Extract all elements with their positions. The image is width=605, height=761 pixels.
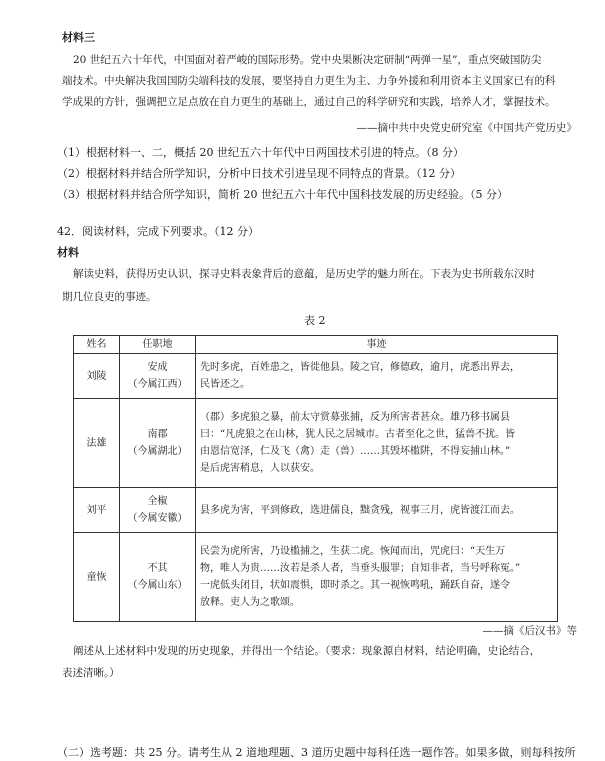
place-note: （今属安徽） [127,513,188,524]
deed-line: （郡）多虎狼之暴，前太守赏募张捕，反为所害者甚众。雄乃移书属县 [200,412,510,423]
table-source: ——摘《后汉书》等 [482,625,577,637]
row-place [120,354,196,399]
row-place [120,533,196,622]
row-deeds [196,354,558,399]
header-place: 任职地 [120,336,196,354]
place-name: 南郡 [147,429,168,440]
place-note: （今属湖北） [127,446,188,457]
row-deeds [196,488,558,533]
row-name: 童恢 [74,533,120,622]
row-place [120,488,196,533]
row-deeds [196,399,558,488]
place-name: 不其 [147,563,168,574]
row-deeds [196,533,558,622]
deed-line: 由恩信宽泽，仁及飞（禽）走（兽）……其毁坏槛阱，不得妄捕山林。” [200,446,511,457]
elective-instructions: （二）选考题：共 25 分。请考生从 2 道地理题、3 道历史题中每科任选一题作答。如果多做，则每科按所 [57,746,576,759]
deed-line: 一虎低头闭目，状如震惧，即时杀之。其一视恢鸣吼，踊跃自奋，遂令 [200,580,510,591]
deed-line: 曰：“凡虎狼之在山林，犹人民之居城市。古者至化之世，猛兽不扰。皆 [200,429,516,440]
question-42-title: 42．阅读材料，完成下列要求。（12 分） [57,225,259,238]
place-name: 安成 [147,362,168,373]
table-row [74,354,558,399]
deed-line: 是后虎害稍息，人以获安。 [200,463,320,474]
row-name: 刘陵 [74,354,120,399]
question-41-part-1: （1）根据材料一、二，概括 20 世纪五六十年代中日两国技术引进的特点。（8 分） [57,146,464,159]
deed-line: 先时多虎，百姓患之，皆徙他县。陵之官，修德政，逾月，虎悉出界去， [200,362,520,373]
table-row [74,533,558,622]
task-line-1: 阐述从上述材料中发现的历史现象，并得出一个结论。（要求：现象源自材料，结论明确，史论结合， [73,645,541,657]
material-3-block [62,71,556,113]
material-3-line-1: 20 世纪五六十年代，中国面对着严峻的国际形势。党中央果断决定研制“两弹一星”，重点突破国防尖 [73,54,542,66]
material-3-text [73,50,593,71]
material-3-source: ——摘中共中央党史研究室《中国共产党历史》 [356,122,577,134]
place-note: （今属江西） [127,379,188,390]
material-intro-line-2: 期几位良吏的事迹。 [62,291,157,303]
question-41-part-3: （3）根据材料并结合所学知识，简析 20 世纪五六十年代中国科技发展的历史经验。（5 分） [57,188,508,201]
task-line-2: 表述清晰。） [62,667,120,679]
question-41-part-2: （2）根据材料并结合所学知识，分析中日技术引进呈现不同特点的背景。（12 分） [57,167,461,180]
place-name: 全椒 [147,496,168,507]
deed-line: 民尝为虎所害，乃设槛捕之，生获二虎。恢闻而出，咒虎曰：“天生万 [200,546,506,557]
deed-line: 物，唯人为贵……汝若是杀人者，当垂头服罪；自知非者，当号呼称冤。” [200,563,521,574]
table-header-row [74,336,558,354]
table-row [74,488,558,533]
header-deeds: 事迹 [196,336,558,354]
deed-line: 县多虎为害，平到修政，选进儒良，黜贪残，视事三月，虎皆渡江而去。 [200,504,520,516]
deed-line: 放释。吏人为之歌颂。 [200,597,300,608]
question-41-list [57,142,508,205]
place-note: （今属山东） [127,580,188,591]
table-caption: 表 2 [304,314,326,327]
section-title: 材料三 [62,31,95,44]
material-3-line-3: 学成果的方针，强调把立足点放在自力更生的基础上，通过自己的科学研究和实践，培养人才，掌握技术。 [62,96,556,108]
row-name: 刘平 [74,488,120,533]
table-row [74,399,558,488]
material-label: 材料 [57,246,79,259]
officials-table [73,335,558,622]
row-name: 法雄 [74,399,120,488]
header-name: 姓名 [74,336,120,354]
deed-line: 民皆还之。 [200,379,250,390]
material-intro-line-1: 解读史料，获得历史认识，探寻史料表象背后的意蕴，是历史学的魅力所在。下表为史书所载东汉时 [73,268,535,280]
row-place [120,399,196,488]
material-3-line-2: 端技术。中央解决我国国防尖端科技的发展，要坚持自力更生为主、力争外援和利用资本主义国家已有的科 [62,75,556,87]
